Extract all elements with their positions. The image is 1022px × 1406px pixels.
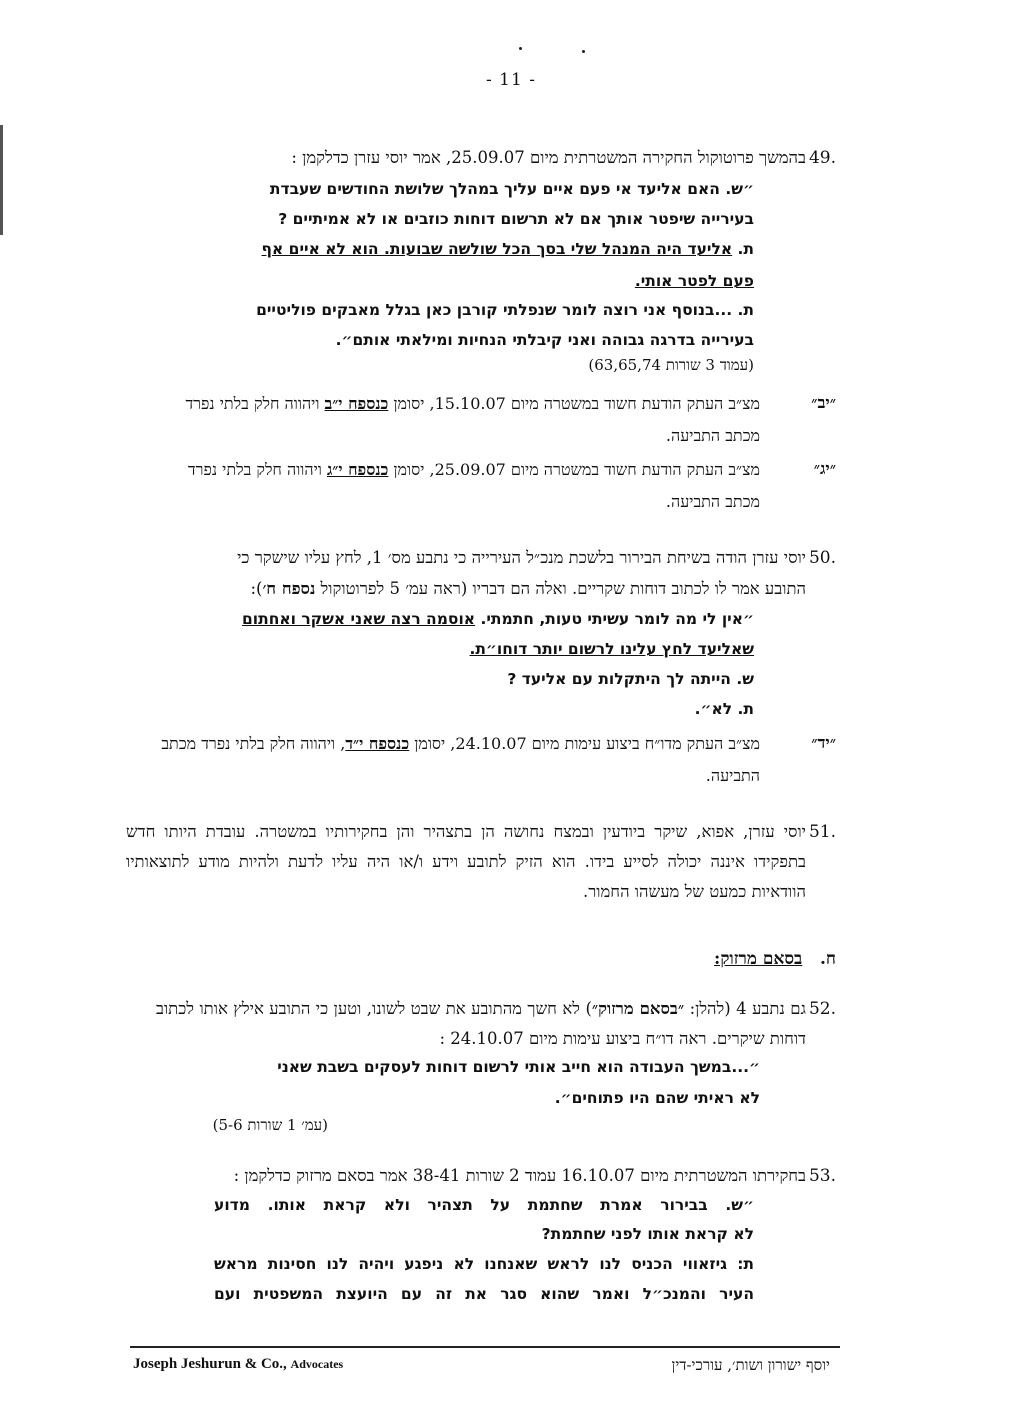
paragraph-53-intro: בחקירתו המשטרתית מיום 16.10.07 עמוד 2 שורות 38-41 אמר בסאם מרזוק כדלקמן :: [233, 1166, 806, 1185]
answer-underlined: אליעד היה המנהל שלי בסך הכל שולשה שבועות. הוא לא איים אף: [261, 240, 733, 258]
quote-line-a: [194, 604, 754, 634]
quote-underlined: שאליעד לחץ עלינו לרשום יותר דוחו״ת.: [469, 640, 754, 658]
paragraph-number: 50.: [808, 548, 836, 568]
quote-question-1a: ״ש. האם אליעד אי פעם איים עליך במהלך שלושת החודשים שעבדת: [269, 180, 754, 198]
exhibit-yg-text: [150, 454, 760, 518]
quote-line-a: ״...במשך העבודה הוא חייב אותי לרשום דוחות לעסקים בשבת שאני: [277, 1058, 760, 1076]
section-letter: ח.: [820, 949, 836, 969]
answer-prefix: ת.: [732, 240, 754, 258]
exhibit-text: ויהווה חלק בלתי נפרד מכתב התביעה.: [185, 394, 760, 445]
quote-question-1b: בעירייה שיפטר אותך אם לא תרשום דוחות כוזבים או לא אמיתיים ?: [278, 210, 754, 228]
quote-answer-2b: בעירייה בדרגה גבוהה ואני קיבלתי הנחיות ומילאתי אותם״.: [335, 331, 754, 349]
quote-question: ש. הייתה לך היתקלות עם אליעד ?: [507, 670, 754, 688]
footer-firm-english: [133, 1356, 343, 1373]
exhibit-label: ״יב״: [811, 393, 836, 412]
paragraph-text: התובע אמר לו לכתוב דוחות שקריים. ואלה הם דבריו (ראה עמ׳ 5 לפרוטוקול: [315, 579, 806, 598]
defendant-name: ״בסאם מרזוק״: [591, 999, 685, 1018]
paragraph-text: ):: [250, 579, 263, 598]
reference-citation: (עמוד 3 שורות 63,65,74): [588, 356, 754, 374]
firm-name: Joseph Jeshurun & Co.,: [133, 1356, 287, 1372]
scan-edge-mark: [0, 125, 3, 235]
quote-question-b: לא קראת אותו לפני שחתמת?: [541, 1225, 754, 1243]
section-heading: [714, 944, 836, 974]
reference-citation: (עמ׳ 1 שורות 5-6): [212, 1116, 328, 1134]
exhibit-yd-text: [150, 728, 760, 792]
quote-answer: ת. לא״.: [694, 700, 754, 718]
quote-text: ״אין לי מה לומר עשיתי טעות, חתמתי.: [475, 610, 754, 628]
exhibit-text: , ויהווה חלק בלתי נפרד מכתב התביעה.: [161, 734, 760, 785]
firm-suffix: Advocates: [290, 1357, 344, 1371]
paragraph-49-intro: בהמשך פרוטוקול החקירה המשטרתית מיום 25.09.07, אמר יוסי עזרן כדלקמן :: [291, 148, 806, 167]
section-title: בסאם מרזוק:: [714, 949, 803, 969]
footer-firm-hebrew: יוסף ישורון ושות׳, עורכי-דין: [671, 1356, 830, 1374]
exhibit-text: מצ״ב העתק מדו״ח ביצוע עימות מיום 24.10.07, יסומן: [409, 734, 760, 753]
quote-answer-a: ת: גיזאווי הכניס לנו לראש שאנחנו לא ניפגע ויהיה לנו חסינות מראש: [214, 1255, 754, 1273]
scan-speck: [582, 50, 585, 53]
exhibit-text: מצ״ב העתק הודעת חשוד במשטרה מיום 25.09.07, יסומן: [388, 460, 760, 479]
scan-speck: [519, 47, 522, 50]
paragraph-text: גם נתבע 4 (להלן:: [684, 999, 806, 1018]
exhibit-yb-text: [150, 388, 760, 452]
answer-underlined: פעם לפטר אותי.: [634, 272, 754, 290]
paragraph-number: 52.: [808, 999, 836, 1019]
exhibit-text: מצ״ב העתק הודעת חשוד במשטרה מיום 15.10.07, יסומן: [388, 394, 760, 413]
footer-divider: [130, 1346, 840, 1348]
exhibit-text: ויהווה חלק בלתי נפרד מכתב התביעה.: [187, 460, 760, 511]
quote-line-b: לא ראיתי שהם היו פתוחים״.: [554, 1089, 760, 1107]
paragraph-number: 51.: [808, 822, 836, 842]
exhibit-mark: כנספח י״ד: [345, 734, 410, 753]
exhibit-label: ״יג״: [813, 459, 836, 478]
paragraph-51-text: יוסי עזרן, אפוא, שיקר ביודעין ובמצח נחושה הן בתצהיר והן בחקירותיו במשטרה. עובדת היותו חדש בתפקידו איננה יכולה לסייע בידו. הוא הזיק לתובע וידע ו/או היה עליו לדעת ולהיות מודע לתוצאותיו הוודאיות כמעט של מעשהו החמור.: [126, 822, 806, 901]
exhibit-reference: נספח ח׳: [262, 579, 316, 598]
quote-answer-2a: ת. ...בנוסף אני רוצה לומר שנפלתי קורבן כאן בגלל מאבקים פוליטיים: [256, 301, 754, 319]
paragraph-number: 53.: [808, 1166, 836, 1186]
exhibit-mark: כנספח י״ב: [324, 394, 389, 413]
quote-underlined: אוסמה רצה שאני אשקר ואחתום: [242, 610, 476, 628]
quote-answer-1b: [224, 266, 754, 296]
paragraph-50-line-a: יוסי עזרן הודה בשיחת הבירור בלשכת מנכ״ל העירייה כי נתבע מס׳ 1, לחץ עליו שישקר כי: [237, 548, 806, 567]
paragraph-50-line-b: [156, 574, 806, 604]
quote-answer-1a: [224, 234, 754, 264]
page-number: - 11 -: [486, 70, 536, 90]
paragraph-52-text: [156, 994, 806, 1054]
quote-question-a: ״ש. בבירור אמרת שחתמת על תצהיר ולא קראת אותו. מדוע: [214, 1196, 754, 1214]
paragraph-number: 49.: [808, 148, 836, 168]
quote-answer-b: העיר והמנכ״ל ואמר שהוא סגר את זה עם היועצת המשפטית ועם: [214, 1285, 754, 1303]
paragraph-text: ) לא חשך מהתובע את שבט לשונו, וטען כי התובע אילץ אותו לכתוב דוחות שיקרים. ראה דו״ח ביצוע עימות מיום 24.10.07 :: [156, 999, 806, 1048]
exhibit-mark: כנספח י״ג: [326, 460, 389, 479]
exhibit-label: ״יד״: [811, 733, 836, 752]
quote-line-b: [194, 634, 754, 664]
